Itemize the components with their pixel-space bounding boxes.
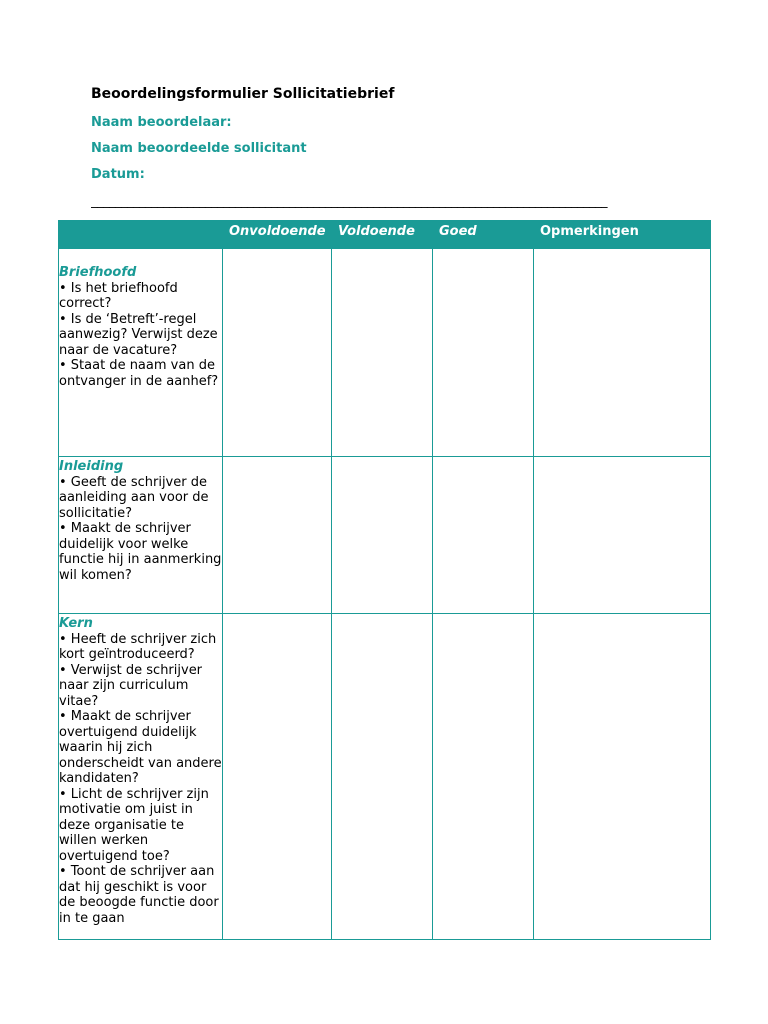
question: • Staat de naam van de ontvanger in de aanhef? (59, 358, 219, 389)
remarks-cell[interactable] (534, 614, 711, 940)
rating-cell-onvoldoende[interactable] (223, 249, 332, 457)
question: • Is het briefhoofd correct? (59, 280, 178, 311)
header-onvoldoende: Onvoldoende (223, 221, 332, 249)
table-row (59, 614, 711, 940)
question: • Licht de schrijver zijn motivatie om juist in deze organisatie te willen werken overtuigend toe? (59, 786, 209, 864)
table-header-row (59, 221, 711, 249)
remarks-cell[interactable] (534, 457, 711, 614)
section-title-inleiding: Inleiding (59, 459, 124, 474)
question: • Maakt de schrijver duidelijk voor welke functie hij in aanmerking wil komen? (59, 521, 222, 583)
header-voldoende: Voldoende (332, 221, 433, 249)
remarks-cell[interactable] (534, 249, 711, 457)
question: • Heeft de schrijver zich kort geïntroduceerd? (59, 631, 217, 662)
table-row (59, 457, 711, 614)
rating-cell-onvoldoende[interactable] (223, 614, 332, 940)
rating-cell-voldoende[interactable] (332, 249, 433, 457)
date-line: ______________________________________________________________________________________ (91, 194, 607, 209)
applicant-name-label: Naam beoordeelde sollicitant (91, 141, 307, 156)
question: • Is de ‘Betreft’-regel aanwezig? Verwijst deze naar de vacature? (59, 311, 218, 358)
criteria-cell-briefhoofd (59, 249, 223, 457)
rating-cell-goed[interactable] (433, 457, 534, 614)
section-title-briefhoofd: Briefhoofd (59, 265, 137, 280)
rating-cell-goed[interactable] (433, 249, 534, 457)
rating-cell-goed[interactable] (433, 614, 534, 940)
page-title: Beoordelingsformulier Sollicitatiebrief (91, 86, 395, 102)
rating-cell-onvoldoende[interactable] (223, 457, 332, 614)
header-criteria (59, 221, 223, 249)
table-row (59, 249, 711, 457)
evaluation-table (58, 220, 711, 940)
criteria-cell-kern (59, 614, 223, 940)
section-title-kern: Kern (59, 616, 93, 631)
question: • Toont de schrijver aan dat hij geschikt is voor de beoogde functie door in te gaan (59, 864, 219, 926)
rating-cell-voldoende[interactable] (332, 457, 433, 614)
question: • Geeft de schrijver de aanleiding aan voor de sollicitatie? (59, 474, 209, 521)
question: • Verwijst de schrijver naar zijn curriculum vitae? (59, 662, 203, 709)
date-label: Datum: (91, 167, 145, 182)
header-opmerkingen: Opmerkingen (534, 221, 711, 249)
question: • Maakt de schrijver overtuigend duidelijk waarin hij zich onderscheidt van andere kandidaten? (59, 709, 222, 786)
reviewer-name-label: Naam beoordelaar: (91, 115, 232, 130)
header-goed: Goed (433, 221, 534, 249)
rating-cell-voldoende[interactable] (332, 614, 433, 940)
criteria-cell-inleiding (59, 457, 223, 614)
